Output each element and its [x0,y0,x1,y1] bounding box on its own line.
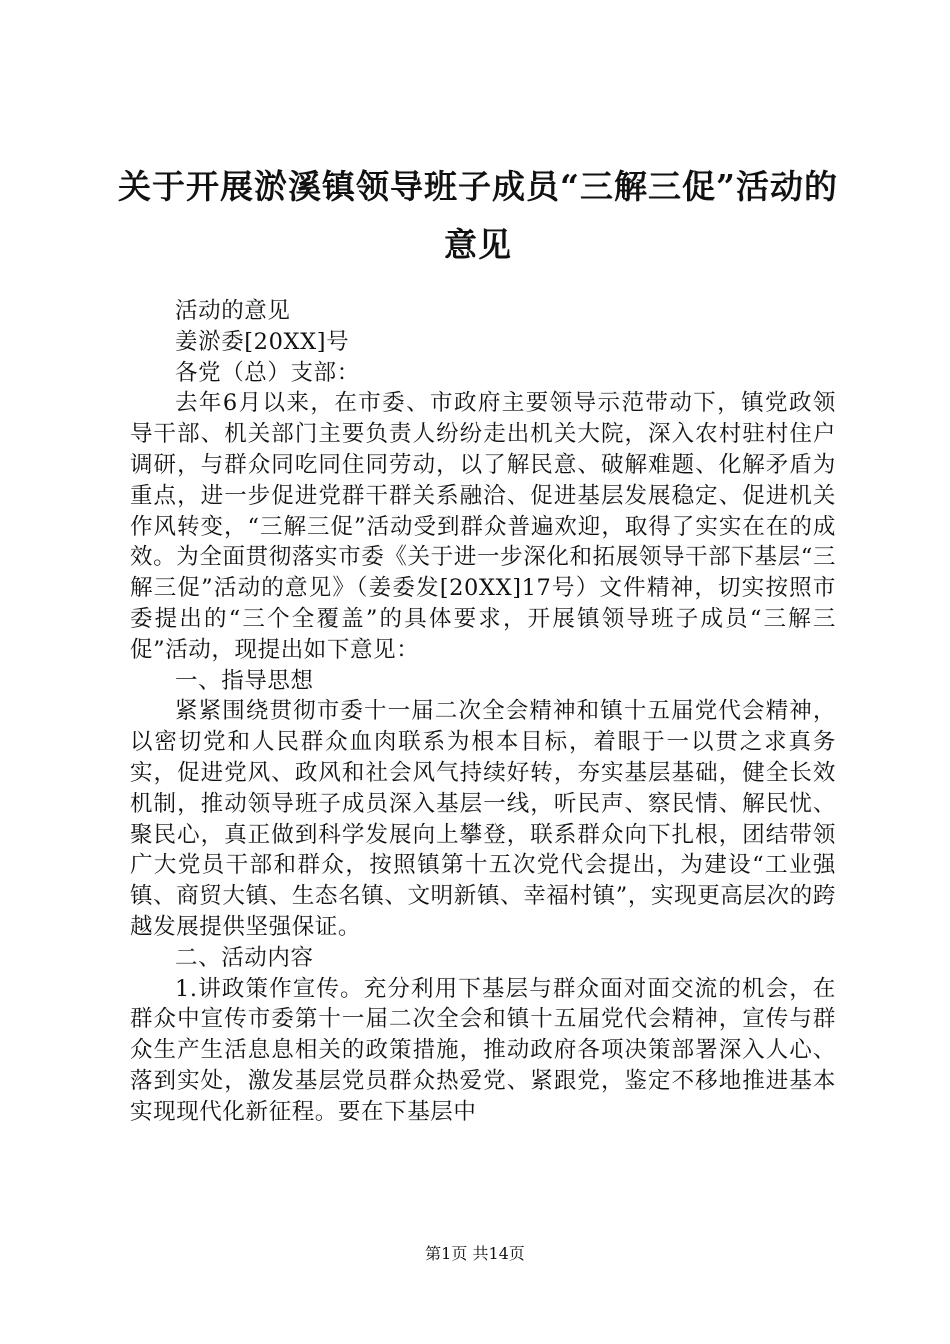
paragraph-recipients: 各党（总）支部： [175,359,360,386]
section-heading-guiding-thought: 一、指导思想 [175,667,314,694]
paragraph-activity-1: 1.讲政策作宣传。充分利用下基层与群众面对面交流的机会，在群众中宣传市委第十一届二次全会和镇十五届党代会精神，宣传与群众生产生活息息相关的政策措施，推动政府各项决策部署深入人心、落到实处，激发基层党员群众热爱党、紧跟党，鉴定不移地推进基本实现现代化新征程。要在下基层中 [130,975,836,1125]
paragraph-subtitle: 活动的意见 [175,298,291,324]
paragraph-doc-number: 姜淤委[20XX]号 [175,328,350,355]
page-number: 第1页 共14页 [425,1244,525,1263]
section-heading-activity-content: 二、活动内容 [175,944,314,971]
document-body [130,296,836,1128]
paragraph-guiding-thought: 紧紧围绕贯彻市委十一届二次全会精神和镇十五届党代会精神，以密切党和人民群众血肉联系为根本目标，着眼于一以贯之求真务实，促进党风、政风和社会风气持续好转，夯实基层基础，健全长效机制，推动领导班子成员深入基层一线，听民声、察民情、解民忧、聚民心，真正做到科学发展向上攀登，联系群众向下扎根，团结带领广大党员干部和群众，按照镇第十五次党代会提出，为建设“工业强镇、商贸大镇、生态名镇、文明新镇、幸福村镇”，实现更高层次的跨越发展提供坚强保证。 [130,698,836,940]
paragraph-intro: 去年6月以来，在市委、市政府主要领导示范带动下，镇党政领导干部、机关部门主要负责人纷纷走出机关大院，深入农村驻村住户调研，与群众同吃同住同劳动，以了解民意、破解难题、化解矛盾为重点，进一步促进党群干群关系融洽、促进基层发展稳定、促进机关作风转变，“三解三促”活动受到群众普遍欢迎，取得了实实在在的成效。为全面贯彻落实市委《关于进一步深化和拓展领导干部下基层“三解三促”活动的意见》（姜委发[20XX]17号）文件精神，切实按照市委提出的“三个全覆盖”的具体要求，开展镇领导班子成员“三解三促”活动，现提出如下意见： [130,390,836,663]
document-title: 关于开展淤溪镇领导班子成员“三解三促”活动的意见 [118,167,838,264]
